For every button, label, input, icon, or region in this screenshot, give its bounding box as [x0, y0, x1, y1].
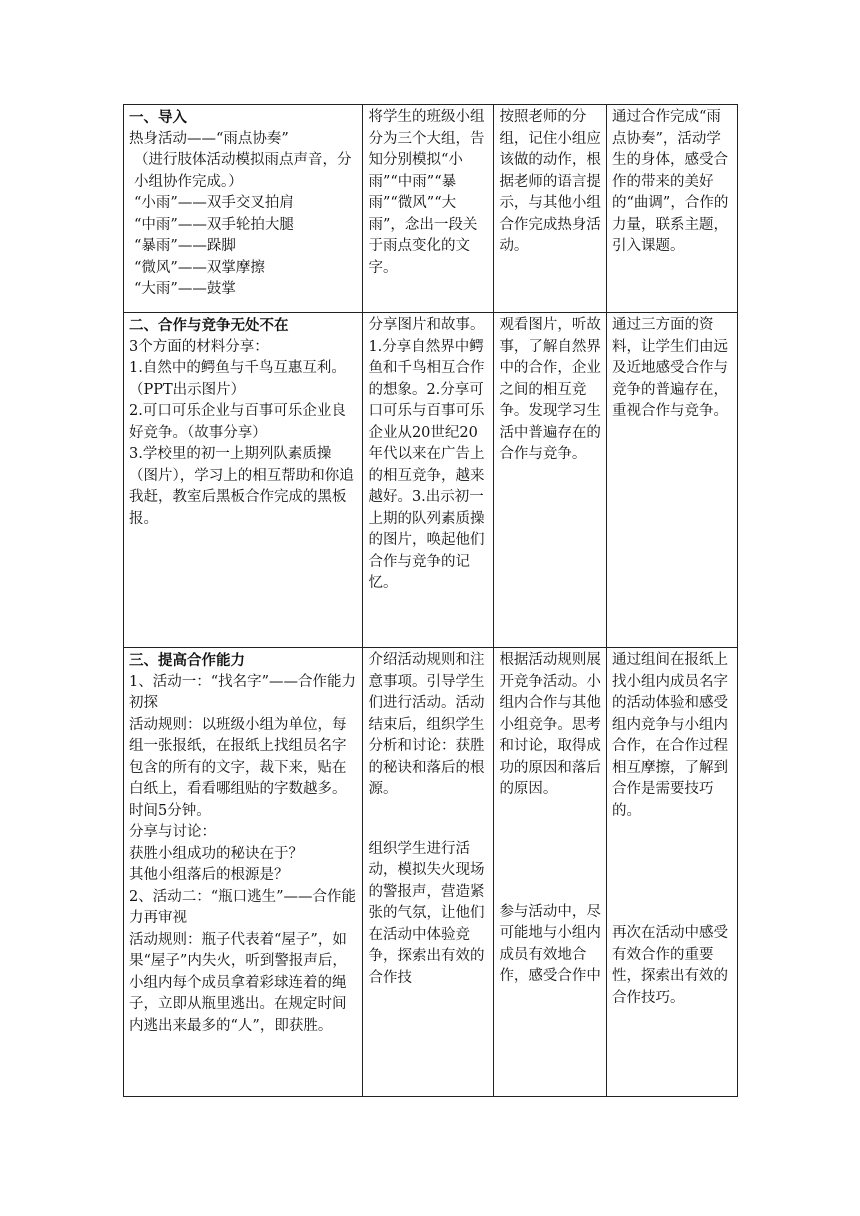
cell-text: 将学生的班级小组分为三个大组，告知分别模拟“小雨”“中雨”“暴雨”“微风”“大雨”，念出一段关于雨点变化的文字。: [368, 109, 485, 276]
cell-text: 观看图片，听故事，了解自然界中的合作，企业之间的相互竞争。发现学习生活中普遍存在的合作与竞争。: [499, 317, 601, 462]
content-line: 2、活动二：“瓶口逃生”——合作能力再审视: [129, 888, 357, 926]
section-heading: 三、提高合作能力: [129, 652, 245, 669]
content-line: 活动规则：以班级小组为单位，每组一张报纸，在报纸上找组员名字包含的所有的文字，裁下来，贴在白纸上，看看哪组贴的字数越多。时间5分钟。: [129, 716, 347, 819]
cell-text: 分享图片和故事。1.分享自然界中鳄鱼和千鸟相互合作的想象。2.分享可口可乐与百事可乐企业从20世纪20年代以来在广告上的相互竞争，越来越好。3.出示初一上期的队列素质操的图片，唤起他们合作与竞争的记忆。: [368, 317, 485, 591]
content-cell: [124, 105, 363, 313]
table-row: [124, 648, 738, 1097]
content-line: 1、活动一：“找名字”——合作能力初探: [129, 673, 357, 711]
content-line: “中雨”——双手轮拍大腿: [134, 216, 294, 233]
lesson-plan-table: [123, 104, 738, 1097]
content-line: 2.可口可乐企业与百事可乐企业良好竞争。（故事分享）: [129, 403, 346, 441]
content-cell: [124, 648, 363, 1097]
cell-text: 根据活动规则展开竞争活动。小组内合作与其他小组竞争。思考和讨论，取得成功的原因和落后的原因。: [499, 652, 601, 797]
teacher-activity-cell: [363, 648, 494, 1097]
cell-text: 再次在活动中感受有效合作的重要性，探索出有效的合作技巧。: [612, 925, 728, 1006]
spacer: [499, 801, 602, 902]
spacer: [612, 822, 733, 923]
table-row: [124, 313, 738, 648]
cell-text: 通过三方面的资料，让学生们由远及近地感受合作与竞争的普遍存在，重视合作与竞争。: [612, 317, 728, 419]
spacer: [368, 801, 489, 839]
design-intent-cell: [607, 648, 738, 1097]
student-activity-cell: [494, 105, 607, 313]
content-line: 3.学校里的初一上期列队素质操（图片），学习上的相互帮助和你追我赶，教室后黑板合作完成的黑板报。: [129, 446, 354, 527]
table-row: [124, 105, 738, 313]
student-activity-cell: [494, 313, 607, 648]
content-line: 分享与讨论：: [129, 824, 216, 840]
student-activity-cell: [494, 648, 607, 1097]
cell-text: 组织学生进行活动，模拟失火现场的警报声，营造紧张的气氛，让他们在活动中体验竞争，探索出有效的合作技: [368, 840, 485, 986]
content-line: 获胜小组成功的秘诀在于？: [129, 845, 303, 862]
teacher-activity-cell: [363, 105, 494, 313]
content-line: “大雨”——鼓掌: [134, 281, 236, 297]
content-cell: [124, 313, 363, 648]
content-line: （进行肢体活动模拟雨点声音，分小组协作完成。）: [134, 152, 352, 190]
content-line: “微风”——双掌摩擦: [134, 259, 265, 276]
section-heading: 二、合作与竞争无处不在: [129, 317, 289, 334]
content-line: 活动规则：瓶子代表着“屋子”，如果“屋子”内失火，听到警报声后，小组内每个成员拿着彩球连着的绳子，立即从瓶里逃出。在规定时间内逃出来最多的“人”，即获胜。: [129, 931, 347, 1034]
cell-text: 介绍活动规则和注意事项。引导学生们进行活动。活动结束后，组织学生分析和讨论：获胜的秘诀和落后的根源。: [368, 652, 485, 797]
section-heading: 一、导入: [129, 109, 187, 126]
cell-text: 通过组间在报纸上找小组内成员名字的活动体验和感受组内竞争与小组内合作，在合作过程相互摩擦，了解到合作是需要技巧的。: [612, 652, 728, 819]
teacher-activity-cell: [363, 313, 494, 648]
content-line: 1.自然中的鳄鱼与千鸟互惠互利。（PPT出示图片）: [129, 360, 346, 398]
cell-text: 参与活动中，尽可能地与小组内成员有效地合作，感受合作中: [499, 903, 601, 984]
cell-text: 按照老师的分组，记住小组应该做的动作，根据老师的语言提示，与其他小组合作完成热身活动。: [499, 109, 601, 254]
content-line: 热身活动——“雨点协奏”: [129, 130, 289, 147]
content-line: 其他小组落后的根源是？: [129, 867, 289, 883]
content-line: “暴雨”——跺脚: [134, 238, 236, 254]
design-intent-cell: [607, 105, 738, 313]
cell-text: 通过合作完成“雨点协奏”，活动学生的身体，感受合作的带来的美好的“曲调”，合作的力量，联系主题，引入课题。: [612, 109, 729, 254]
content-line: “小雨”——双手交叉拍肩: [134, 195, 294, 211]
design-intent-cell: [607, 313, 738, 648]
content-line: 3个方面的材料分享：: [129, 338, 269, 355]
